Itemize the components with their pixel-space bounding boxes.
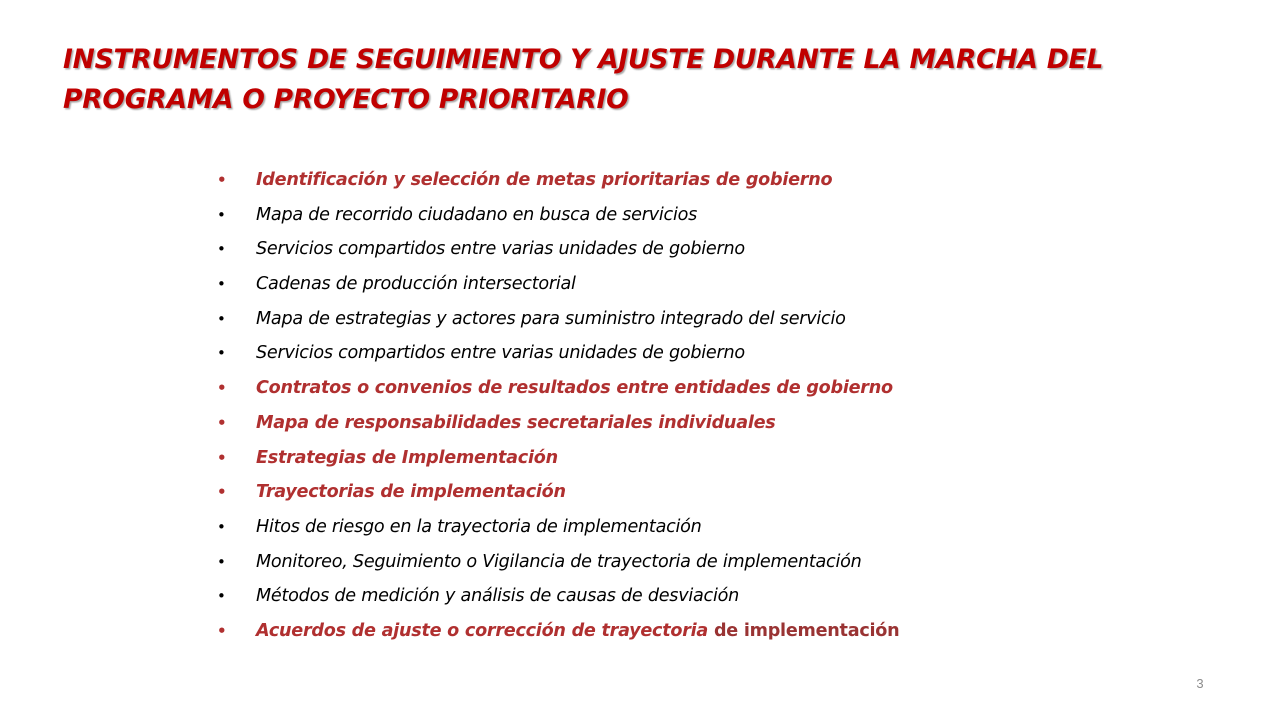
bullet-item	[217, 232, 1217, 267]
bullet-dot-icon: •	[217, 344, 226, 363]
bullet-item	[217, 441, 1217, 476]
slide-title-line-1: INSTRUMENTOS DE SEGUIMIENTO Y AJUSTE DURANTE LA MARCHA DEL	[63, 44, 1104, 75]
bullet-text: Mapa de recorrido ciudadano en busca de servicios	[256, 204, 698, 225]
bullet-item	[217, 614, 1217, 649]
bullet-item	[217, 336, 1217, 371]
bullet-dot-icon: •	[217, 309, 226, 328]
bullet-text: Métodos de medición y análisis de causas de desviación	[256, 586, 740, 607]
slide-title	[63, 40, 1213, 120]
bullet-text: Estrategias de Implementación	[256, 447, 558, 468]
bullet-text: Mapa de estrategias y actores para suministro integrado del servicio	[256, 308, 846, 329]
bullet-dot-icon: •	[217, 587, 226, 606]
bullet-dot-icon: •	[217, 240, 226, 259]
bullet-item	[217, 545, 1217, 580]
bullet-text: Servicios compartidos entre varias unidades de gobierno	[256, 343, 745, 364]
bullet-list	[217, 163, 1217, 649]
bullet-dot-icon: •	[217, 517, 226, 536]
bullet-dot-icon: •	[217, 171, 227, 189]
bullet-text: Cadenas de producción intersectorial	[256, 274, 576, 295]
bullet-dot-icon: •	[217, 552, 226, 571]
bullet-item	[217, 198, 1217, 233]
bullet-item	[217, 510, 1217, 545]
bullet-item	[217, 475, 1217, 510]
bullet-text: Hitos de riesgo en la trayectoria de implementación	[256, 516, 702, 537]
bullet-text: Monitoreo, Seguimiento o Vigilancia de trayectoria de implementación	[256, 551, 862, 572]
bullet-dot-icon: •	[217, 621, 227, 640]
bullet-item	[217, 579, 1217, 614]
bullet-item	[217, 371, 1217, 406]
bullet-text: Trayectorias de implementación	[256, 482, 566, 503]
bullet-item	[217, 163, 1217, 198]
bullet-dot-icon: •	[217, 413, 227, 432]
bullet-dot-icon: •	[217, 483, 227, 502]
bullet-dot-icon: •	[217, 379, 227, 398]
bullet-text-tail: de implementación	[708, 620, 900, 641]
bullet-dot-icon: •	[217, 448, 227, 467]
bullet-text: Mapa de responsabilidades secretariales individuales	[256, 412, 776, 433]
bullet-text: Servicios compartidos entre varias unidades de gobierno	[256, 239, 745, 260]
page-number: 3	[1196, 676, 1204, 691]
bullet-text: Acuerdos de ajuste o corrección de trayectoria	[256, 620, 709, 641]
bullet-dot-icon: •	[217, 275, 226, 294]
bullet-item	[217, 267, 1217, 302]
bullet-text: Identificación y selección de metas prioritarias de gobierno	[256, 170, 833, 190]
bullet-dot-icon: •	[217, 205, 226, 224]
slide-title-line-2: PROGRAMA O PROYECTO PRIORITARIO	[63, 84, 629, 115]
bullet-item	[217, 406, 1217, 441]
bullet-text: Contratos o convenios de resultados entre entidades de gobierno	[256, 378, 893, 399]
bullet-item	[217, 302, 1217, 337]
